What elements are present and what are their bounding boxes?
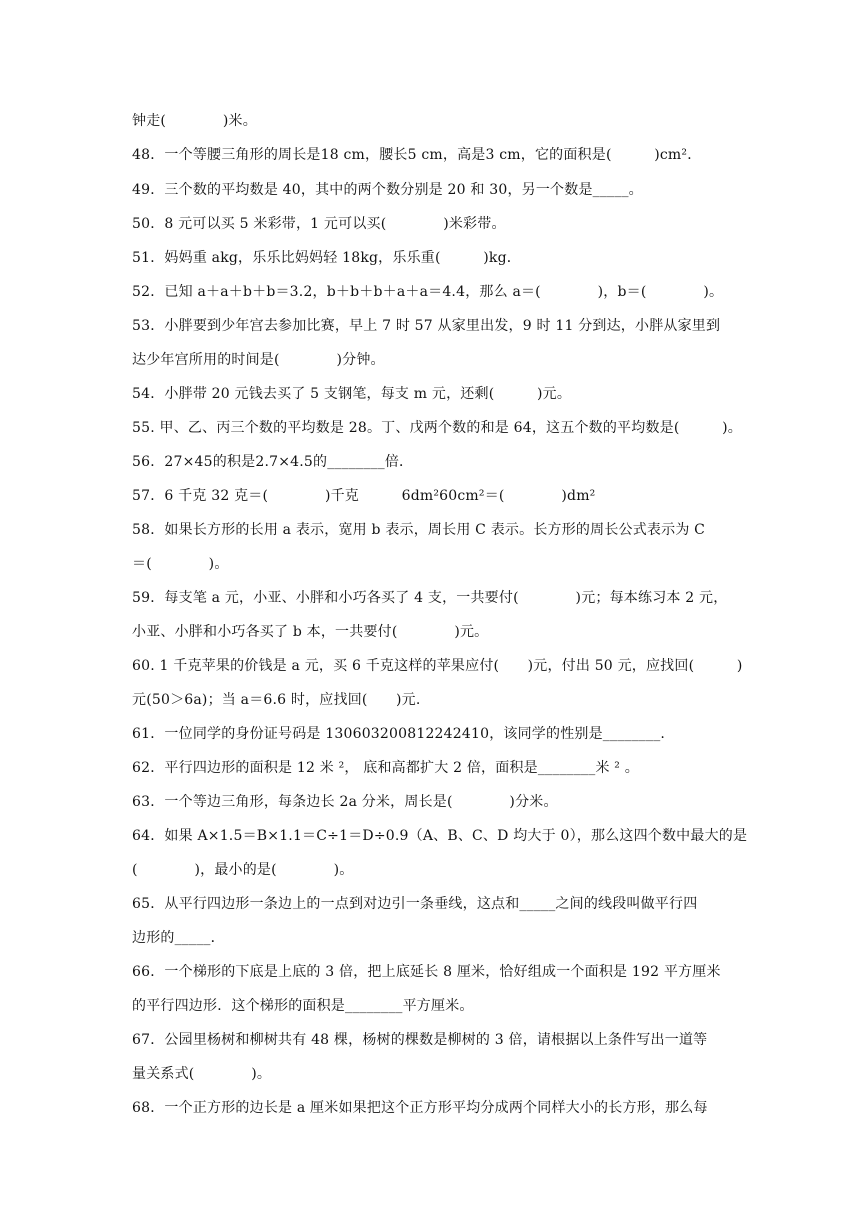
question-line: 53．小胖要到少年宫去参加比赛，早上 7 时 57 从家里出发，9 时 11 分到达，小胖从家里到 <box>132 318 721 334</box>
question-line: 的平行四边形．这个梯形的面积是________平方厘米。 <box>132 998 474 1014</box>
question-line: 50．8 元可以买 5 米彩带，1 元可以买( )米彩带。 <box>132 216 506 232</box>
question-line: 钟走( )米。 <box>132 113 257 129</box>
question-line: 65．从平行四边形一条边上的一点到对边引一条垂线，这点和_____之间的线段叫做平行四 <box>132 896 698 912</box>
question-line: 61．一位同学的身份证号码是 130603200812242410，该同学的性别是________. <box>132 726 666 742</box>
question-line: 68．一个正方形的边长是 a 厘米如果把这个正方形平均分成两个同样大小的长方形，那么每 <box>132 1100 708 1116</box>
question-line: 56．27×45的积是2.7×4.5的________倍． <box>132 454 414 470</box>
question-line: 55. 甲、乙、丙三个数的平均数是 28。丁、戊两个数的和是 64，这五个数的平均数是( )。 <box>132 420 742 436</box>
question-line: ( )，最小的是( )。 <box>132 862 354 878</box>
question-line: 49．三个数的平均数是 40，其中的两个数分别是 20 和 30，另一个数是_____。 <box>132 182 643 198</box>
question-line: 达少年宫所用的时间是( )分钟。 <box>132 352 385 368</box>
question-line: 67．公园里杨树和柳树共有 48 棵，杨树的棵数是柳树的 3 倍，请根据以上条件写出一道等 <box>132 1032 708 1048</box>
question-line: 52．已知 a＋a＋b＋b＝3.2，b＋b＋b＋a＋a＝4.4，那么 a＝( )，b＝( )。 <box>132 284 724 300</box>
question-line: 63．一个等边三角形，每条边长 2a 分米，周长是( )分米。 <box>132 794 558 810</box>
question-line: 59．每支笔 a 元，小亚、小胖和小巧各买了 4 支，一共要付( )元；每本练习本 2 元， <box>132 590 728 606</box>
question-line: 51．妈妈重 akg，乐乐比妈妈轻 18kg，乐乐重( )kg． <box>132 250 521 266</box>
question-line: 60. 1 千克苹果的价钱是 a 元，买 6 千克这样的苹果应付( )元，付出 50 元，应找回( ) <box>132 658 743 674</box>
question-line: 量关系式( )。 <box>132 1066 272 1082</box>
question-line: 66．一个梯形的下底是上底的 3 倍，把上底延长 8 厘米，恰好组成一个面积是 192 平方厘米 <box>132 964 721 980</box>
question-line: 小亚、小胖和小巧各买了 b 本，一共要付( )元。 <box>132 624 489 640</box>
question-line: 57．6 千克 32 克＝( )千克 6dm²60cm²＝( )dm² <box>132 488 596 504</box>
question-line: 62．平行四边形的面积是 12 米 ²， 底和高都扩大 2 倍，面积是________米 ² 。 <box>132 760 639 776</box>
question-line: 54．小胖带 20 元钱去买了 5 支钢笔，每支 m 元，还剩( )元。 <box>132 386 572 402</box>
question-line: 边形的_____． <box>132 930 225 946</box>
question-line: 元(50＞6a)；当 a＝6.6 时，应找回( )元. <box>132 692 421 708</box>
question-line: ＝( )。 <box>132 556 229 572</box>
question-line: 64．如果 A×1.5＝B×1.1＝C÷1＝D÷0.9（A、B、C、D 均大于 0），那么这四个数中最大的是 <box>132 828 748 844</box>
question-line: 48．一个等腰三角形的周长是18 cm，腰长5 cm，高是3 cm，它的面积是( )cm²． <box>132 147 702 163</box>
question-line: 58．如果长方形的长用 a 表示，宽用 b 表示，周长用 C 表示。长方形的周长公式表示为 C <box>132 522 706 538</box>
